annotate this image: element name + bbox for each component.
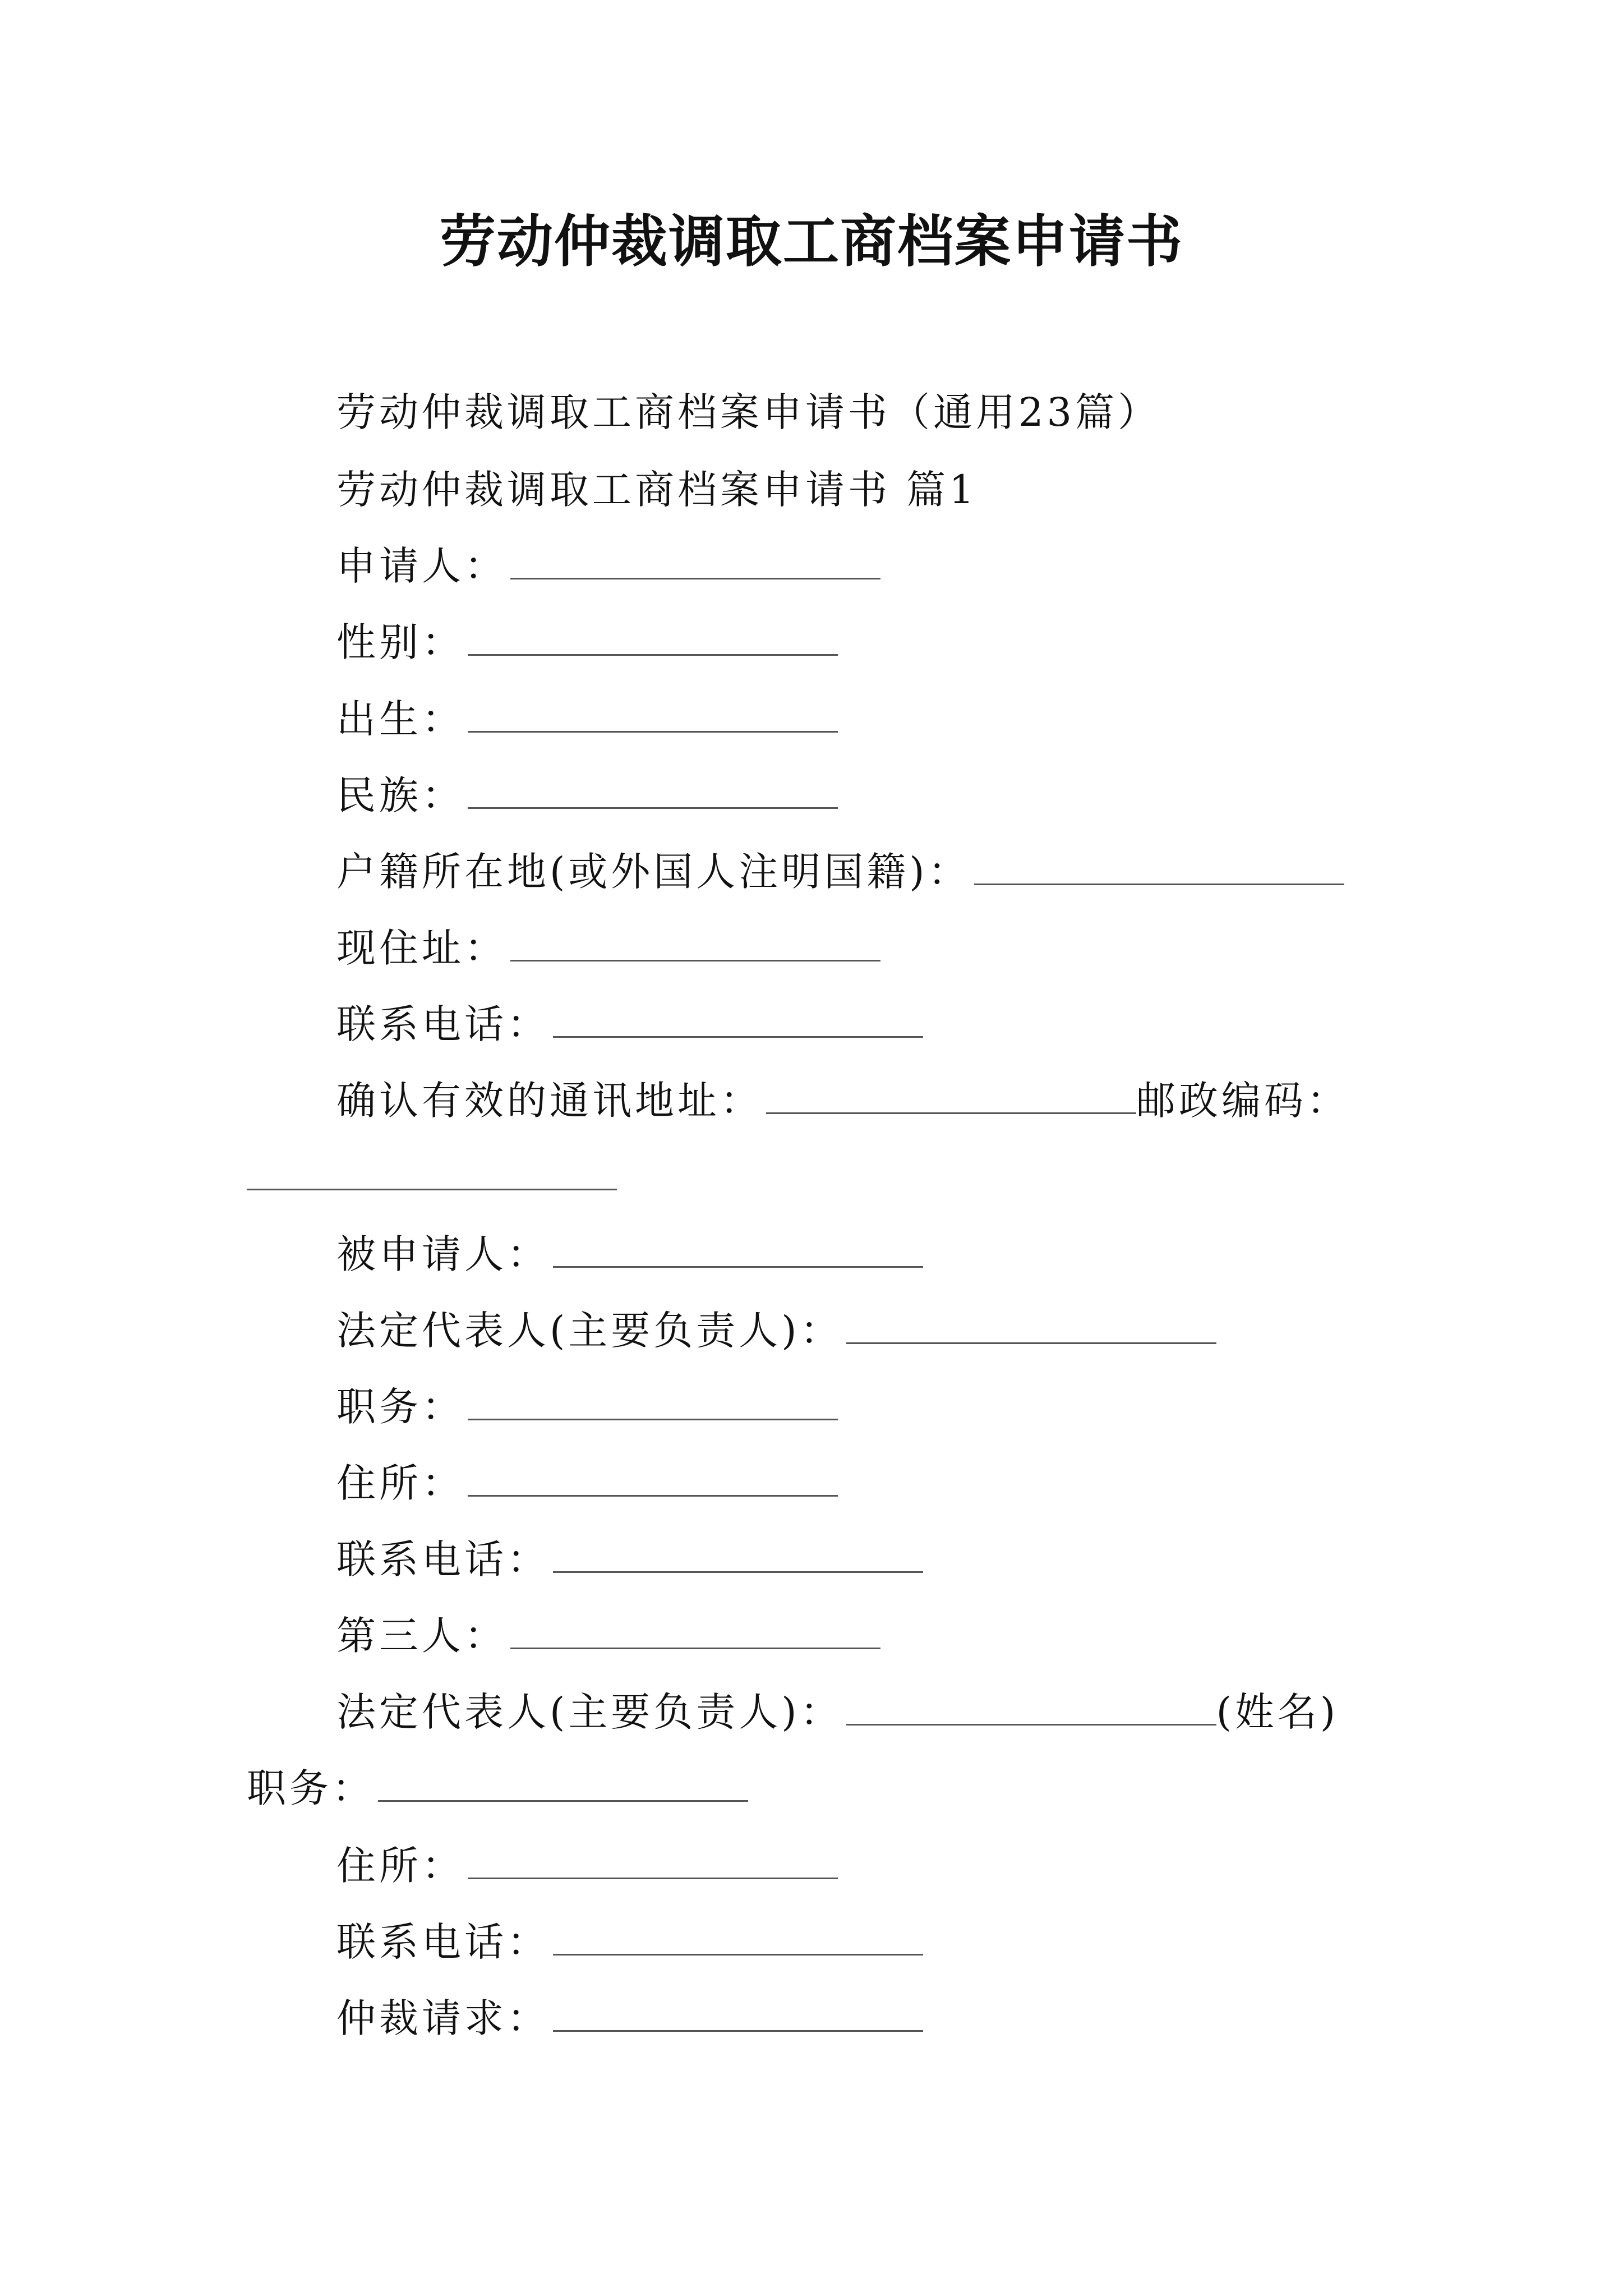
third-party-phone-row xyxy=(336,1917,923,1967)
claims-blank xyxy=(553,1996,923,2032)
applicant-mailing-blank xyxy=(766,1079,1136,1114)
third-party-name-label: 第三人： xyxy=(336,1613,507,1659)
applicant-household-row xyxy=(336,846,1344,897)
applicant-postcode-row xyxy=(247,1152,617,1202)
applicant-gender-blank xyxy=(468,620,838,656)
respondent-phone-label: 联系电话： xyxy=(336,1536,550,1582)
third-party-residence-row xyxy=(336,1841,838,1891)
claims-row xyxy=(336,1993,923,2044)
applicant-ethnicity-label: 民族： xyxy=(336,772,464,818)
respondent-phone-blank xyxy=(553,1538,923,1573)
applicant-address-blank xyxy=(510,926,880,961)
applicant-name-row xyxy=(336,541,880,591)
third-party-residence-blank xyxy=(468,1844,838,1879)
applicant-phone-label: 联系电话： xyxy=(336,1001,550,1047)
third-party-legal-rep-blank xyxy=(846,1690,1216,1726)
third-party-name-row xyxy=(336,1611,880,1661)
respondent-residence-row xyxy=(336,1458,838,1508)
third-party-legal-rep-row xyxy=(336,1687,1339,1737)
applicant-phone-blank xyxy=(553,1002,923,1038)
applicant-address-row xyxy=(336,923,880,973)
third-party-position-row xyxy=(247,1763,748,1814)
respondent-residence-label: 住所： xyxy=(336,1460,464,1506)
applicant-household-blank xyxy=(974,850,1344,885)
third-party-residence-label: 住所： xyxy=(336,1843,464,1889)
respondent-position-label: 职务： xyxy=(336,1384,464,1430)
applicant-birth-blank xyxy=(468,697,838,733)
respondent-legal-rep-label: 法定代表人(主要负责人)： xyxy=(336,1308,843,1354)
applicant-postcode-label: 邮政编码： xyxy=(1136,1078,1349,1124)
respondent-name-blank xyxy=(553,1232,923,1268)
applicant-birth-row xyxy=(336,694,838,744)
third-party-legal-rep-suffix: (姓名) xyxy=(1216,1689,1339,1735)
third-party-phone-label: 联系电话： xyxy=(336,1919,550,1965)
applicant-gender-label: 性别： xyxy=(336,619,464,665)
respondent-residence-blank xyxy=(468,1461,838,1497)
applicant-birth-label: 出生： xyxy=(336,696,464,742)
respondent-position-blank xyxy=(468,1385,838,1420)
respondent-name-label: 被申请人： xyxy=(336,1231,550,1277)
applicant-name-blank xyxy=(510,544,880,579)
respondent-position-row xyxy=(336,1382,838,1432)
applicant-name-label: 申请人： xyxy=(336,543,507,589)
applicant-gender-row xyxy=(336,617,838,668)
section-heading: 劳动仲裁调取工商档案申请书 篇1 xyxy=(336,467,978,513)
third-party-name-blank xyxy=(510,1614,880,1649)
applicant-ethnicity-row xyxy=(336,770,838,821)
third-party-position-label: 职务： xyxy=(247,1765,375,1811)
applicant-mailing-row xyxy=(336,1075,1349,1126)
applicant-phone-row xyxy=(336,999,923,1050)
applicant-mailing-label: 确认有效的通讯地址： xyxy=(336,1078,763,1124)
respondent-name-row xyxy=(336,1229,923,1280)
applicant-postcode-blank xyxy=(247,1155,617,1190)
applicant-address-label: 现住址： xyxy=(336,925,507,971)
third-party-phone-blank xyxy=(553,1920,923,1955)
applicant-ethnicity-blank xyxy=(468,774,838,809)
document-subtitle: 劳动仲裁调取工商档案申请书（通用23篇） xyxy=(336,389,1161,435)
claims-label: 仲裁请求： xyxy=(336,1995,550,2041)
third-party-legal-rep-label: 法定代表人(主要负责人)： xyxy=(336,1689,843,1735)
respondent-phone-row xyxy=(336,1534,923,1585)
document-title: 劳动仲裁调取工商档案申请书 xyxy=(440,208,1183,274)
respondent-legal-rep-blank xyxy=(846,1309,1216,1344)
third-party-position-blank xyxy=(378,1766,748,1802)
applicant-household-label: 户籍所在地(或外国人注明国籍)： xyxy=(336,849,971,895)
respondent-legal-rep-row xyxy=(336,1305,1216,1356)
